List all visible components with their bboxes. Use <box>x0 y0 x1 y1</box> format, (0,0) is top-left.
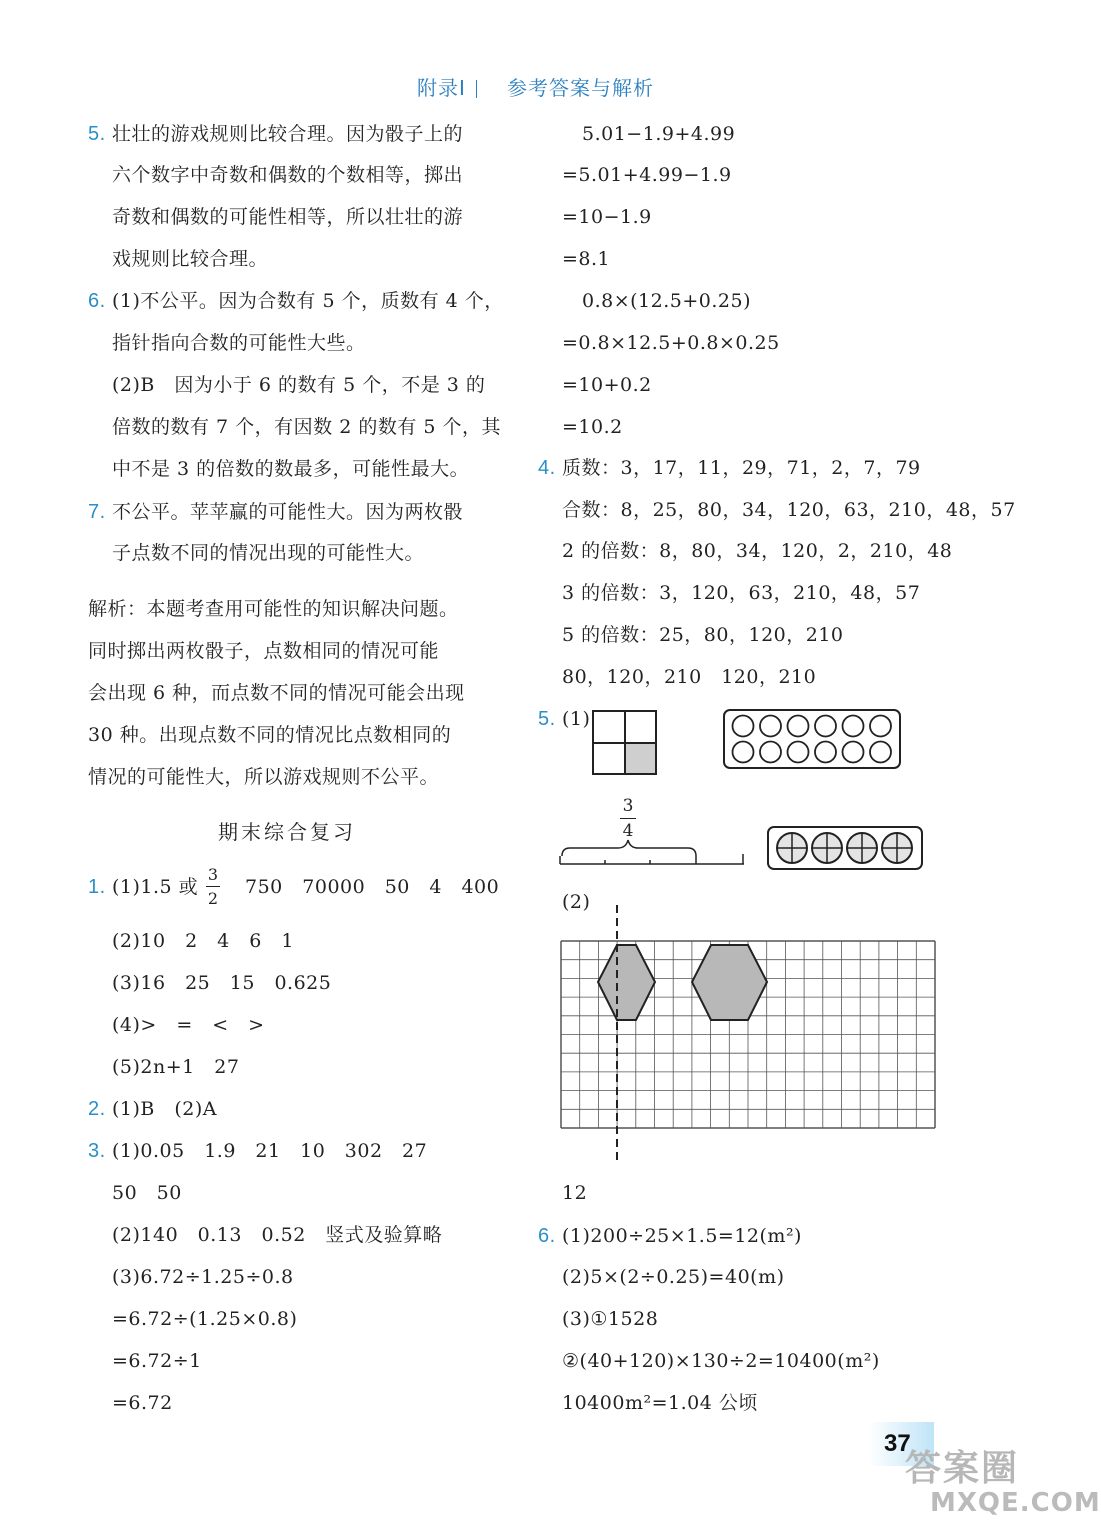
r1-line: (2)10 2 4 6 1 <box>112 930 294 952</box>
r1-a-prefix: (1)1.5 或 <box>112 876 199 898</box>
q5-line: 六个数字中奇数和偶数的个数相等，掷出 <box>112 164 464 186</box>
watermark-url: MXQE.COM <box>930 1488 1101 1518</box>
circle <box>760 742 781 763</box>
calc-line: =8.1 <box>562 248 611 270</box>
analysis-line: 情况的可能性大，所以游戏规则不公平。 <box>88 766 440 788</box>
r3-line: (1)0.05 1.9 21 10 302 27 <box>112 1140 428 1162</box>
crossed-circles <box>777 833 912 863</box>
circle <box>733 742 754 763</box>
watermark-logo: 答案圈 <box>905 1448 1020 1489</box>
circle <box>733 716 754 737</box>
calc-line: =10.2 <box>562 416 623 438</box>
header-title: 参考答案与解析 <box>506 76 654 100</box>
q6-number: 6. <box>88 290 106 312</box>
r1-line: (3)16 25 15 0.625 <box>112 972 332 994</box>
calc-line: =10−1.9 <box>562 206 652 228</box>
circle <box>815 716 836 737</box>
hexagon-left <box>598 945 655 1020</box>
q6-line: 中不是 3 的倍数的数最多，可能性最大。 <box>112 458 470 480</box>
calc-line: 5.01−1.9+4.99 <box>582 123 736 145</box>
r1-number: 1. <box>88 876 106 898</box>
r5-number: 5. <box>538 708 556 730</box>
r5-part2-label: (2) <box>562 891 591 913</box>
r1-fraction <box>206 865 220 908</box>
r4-line: 5 的倍数：25，80，120，210 <box>562 624 844 646</box>
r3-line: 50 50 <box>112 1182 182 1204</box>
q7-number: 7. <box>88 501 106 523</box>
segment-brace-figure <box>556 838 750 870</box>
fraction-denominator: 2 <box>207 889 219 908</box>
quarter-square-figure <box>592 710 658 776</box>
header-appendix: 附录Ⅰ <box>417 76 466 100</box>
hexagon-right <box>692 945 767 1020</box>
calc-line: =5.01+4.99−1.9 <box>562 164 732 186</box>
calc-line: =10+0.2 <box>562 374 652 396</box>
r3-line: (3)6.72÷1.25÷0.8 <box>112 1266 294 1288</box>
grid-figure <box>560 905 936 1165</box>
shaded-quarter <box>625 743 656 774</box>
circle <box>870 742 891 763</box>
brace <box>562 840 696 856</box>
r5-fraction <box>620 796 636 841</box>
r1-line: (4)> = < > <box>112 1014 265 1036</box>
r6-line: 10400m²=1.04 公顷 <box>562 1392 758 1414</box>
analysis-line: 解析：本题考查用可能性的知识解决问题。 <box>88 598 459 620</box>
r2-number: 2. <box>88 1098 106 1120</box>
r2-line: (1)B (2)A <box>112 1098 218 1120</box>
analysis-line: 30 种。出现点数不同的情况比点数相同的 <box>88 724 452 746</box>
r3-line: =6.72÷1 <box>112 1350 202 1372</box>
q5-number: 5. <box>88 123 106 145</box>
r6-line: (1)200÷25×1.5=12(m²) <box>562 1225 802 1247</box>
r6-number: 6. <box>538 1225 556 1247</box>
r5-part1-label: (1) <box>562 708 591 730</box>
r4-number: 4. <box>538 457 556 479</box>
r5-answer: 12 <box>562 1182 588 1204</box>
q5-line: 奇数和偶数的可能性相等，所以壮壮的游 <box>112 206 464 228</box>
q6-line: (2)B 因为小于 6 的数有 5 个，不是 3 的 <box>112 374 486 396</box>
r6-line: (2)5×(2÷0.25)=40(m) <box>562 1266 785 1288</box>
header-divider <box>476 80 477 98</box>
fraction-numerator: 3 <box>207 865 219 884</box>
fraction-bar <box>206 886 220 887</box>
circle-row-bottom <box>733 742 892 763</box>
q7-line: 子点数不同的情况出现的可能性大。 <box>112 542 425 564</box>
calc-line: 0.8×(12.5+0.25) <box>582 290 751 312</box>
r4-line: 质数：3，17，11，29，71，2，7，79 <box>562 457 921 479</box>
fraction-numerator: 3 <box>622 796 634 816</box>
page-number: 37 <box>884 1430 911 1457</box>
q5-line: 壮壮的游戏规则比较合理。因为骰子上的 <box>112 123 464 145</box>
circle <box>843 716 864 737</box>
circle <box>788 716 809 737</box>
r6-line: ②(40+120)×130÷2=10400(m²) <box>562 1350 880 1372</box>
circle-row-top <box>733 716 892 737</box>
calc-line: =0.8×12.5+0.8×0.25 <box>562 332 780 354</box>
fraction-bar <box>620 818 636 819</box>
circle <box>760 716 781 737</box>
r4-line: 合数：8，25，80，34，120，63，210，48，57 <box>562 499 1016 521</box>
circle <box>870 716 891 737</box>
q5-line: 戏规则比较合理。 <box>112 248 269 270</box>
q6-line: 指针指向合数的可能性大些。 <box>112 332 366 354</box>
circle <box>843 742 864 763</box>
page-header <box>0 72 1071 101</box>
section-title: 期末综合复习 <box>218 820 356 844</box>
q7-line: 不公平。苹苹赢的可能性大。因为两枚骰 <box>112 501 464 523</box>
fraction-denominator: 4 <box>622 821 634 841</box>
r6-line: (3)①1528 <box>562 1308 659 1330</box>
crossed-circles-figure <box>767 826 925 872</box>
r3-line: =6.72÷(1.25×0.8) <box>112 1308 298 1330</box>
r3-number: 3. <box>88 1140 106 1162</box>
analysis-line: 会出现 6 种，而点数不同的情况可能会出现 <box>88 682 465 704</box>
r3-line: =6.72 <box>112 1392 173 1414</box>
r4-line: 2 的倍数：8，80，34，120，2，210，48 <box>562 540 953 562</box>
q6-line: 倍数的数有 7 个，有因数 2 的数有 5 个，其 <box>112 416 502 438</box>
circles-box-figure <box>723 709 903 771</box>
analysis-line: 同时掷出两枚骰子，点数相同的情况可能 <box>88 640 440 662</box>
r4-line: 80，120，210 120，210 <box>562 666 817 688</box>
q6-line: (1)不公平。因为合数有 5 个，质数有 4 个， <box>112 290 504 312</box>
circle <box>815 742 836 763</box>
r1-line: (5)2n+1 27 <box>112 1056 240 1078</box>
circle <box>788 742 809 763</box>
r3-line: (2)140 0.13 0.52 竖式及验算略 <box>112 1224 443 1246</box>
r1-a-rest: 750 70000 50 4 400 <box>245 876 500 898</box>
r4-line: 3 的倍数：3，120，63，210，48，57 <box>562 582 921 604</box>
